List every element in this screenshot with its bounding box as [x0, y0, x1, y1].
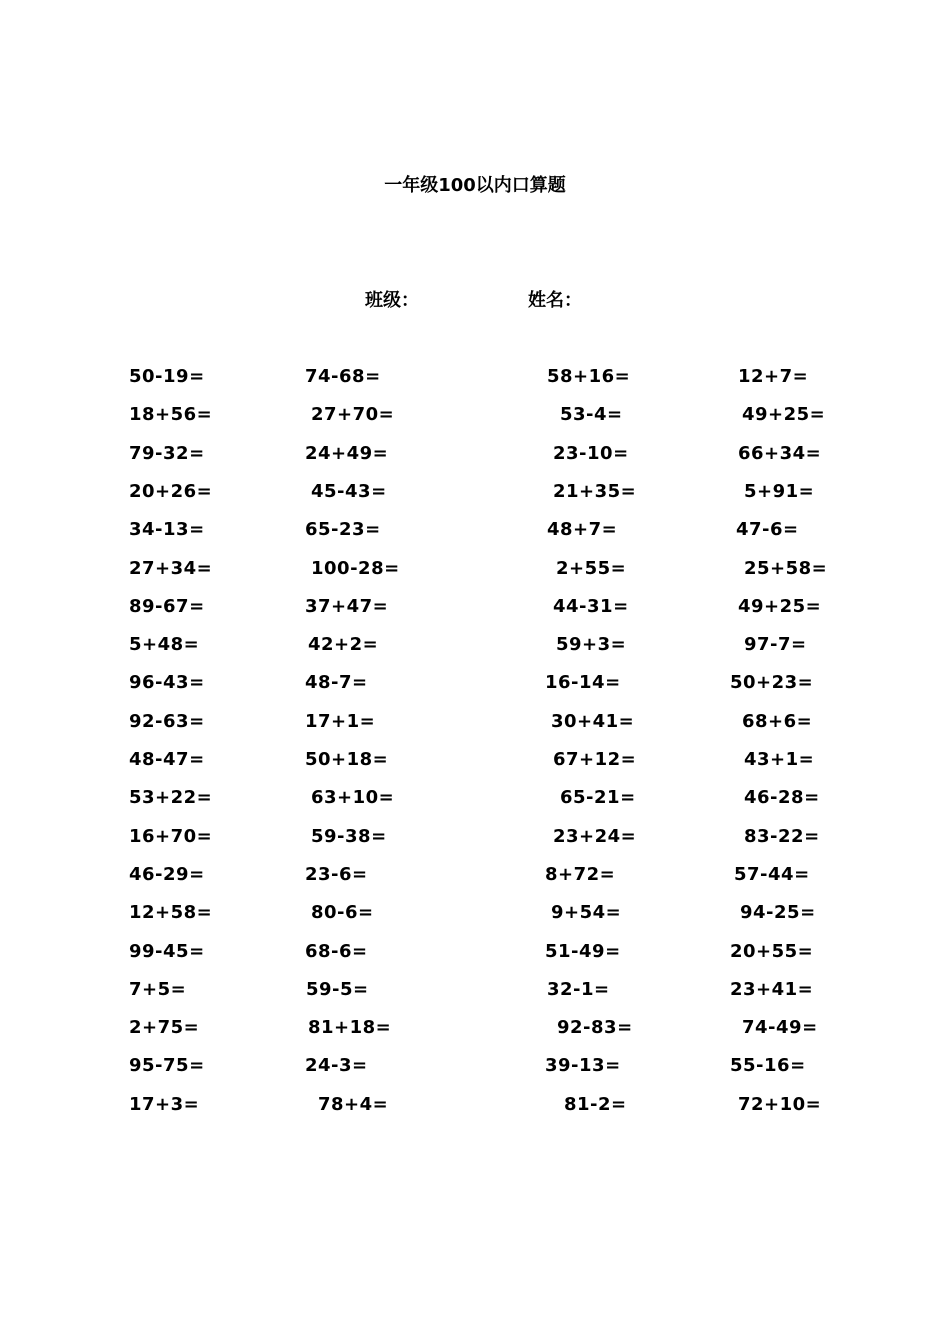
problem-r3-c3: 23-10=: [553, 443, 629, 464]
problem-r12-c2: 63+10=: [311, 787, 395, 808]
problem-r17-c2: 59-5=: [306, 979, 369, 1000]
problem-r12-c4: 46-28=: [744, 787, 820, 808]
problem-r2-c3: 53-4=: [560, 404, 623, 425]
problem-r11-c4: 43+1=: [744, 749, 815, 770]
problem-r1-c1: 50-19=: [129, 366, 205, 387]
problem-r2-c1: 18+56=: [129, 404, 213, 425]
problem-r15-c3: 9+54=: [551, 902, 622, 923]
problem-r17-c3: 32-1=: [547, 979, 610, 1000]
problem-r4-c2: 45-43=: [311, 481, 387, 502]
problem-r7-c4: 49+25=: [738, 596, 822, 617]
problem-r16-c3: 51-49=: [545, 941, 621, 962]
problem-r5-c2: 65-23=: [305, 519, 381, 540]
problem-r3-c2: 24+49=: [305, 443, 389, 464]
problem-r19-c3: 39-13=: [545, 1055, 621, 1076]
problem-r17-c4: 23+41=: [730, 979, 814, 1000]
problem-r10-c4: 68+6=: [742, 711, 813, 732]
problem-r20-c4: 72+10=: [738, 1094, 822, 1115]
problem-r4-c3: 21+35=: [553, 481, 637, 502]
problem-r18-c1: 2+75=: [129, 1017, 200, 1038]
problem-r6-c1: 27+34=: [129, 558, 213, 579]
problem-r14-c3: 8+72=: [545, 864, 616, 885]
problem-r13-c2: 59-38=: [311, 826, 387, 847]
problem-r7-c1: 89-67=: [129, 596, 205, 617]
problem-r7-c3: 44-31=: [553, 596, 629, 617]
problem-r5-c4: 47-6=: [736, 519, 799, 540]
problem-r6-c4: 25+58=: [744, 558, 828, 579]
problem-r5-c1: 34-13=: [129, 519, 205, 540]
problem-r8-c4: 97-7=: [744, 634, 807, 655]
worksheet-title: 一年级100以内口算题: [384, 175, 566, 196]
problem-r18-c4: 74-49=: [742, 1017, 818, 1038]
problem-r17-c1: 7+5=: [129, 979, 187, 1000]
problem-r3-c4: 66+34=: [738, 443, 822, 464]
problem-r9-c4: 50+23=: [730, 672, 814, 693]
problem-r16-c1: 99-45=: [129, 941, 205, 962]
problem-r14-c1: 46-29=: [129, 864, 205, 885]
problem-r14-c2: 23-6=: [305, 864, 368, 885]
problem-r12-c3: 65-21=: [560, 787, 636, 808]
problem-r15-c2: 80-6=: [311, 902, 374, 923]
problem-r8-c1: 5+48=: [129, 634, 200, 655]
name-label: 姓名：: [528, 290, 582, 311]
problem-r2-c2: 27+70=: [311, 404, 395, 425]
problem-r10-c2: 17+1=: [305, 711, 376, 732]
problem-r9-c3: 16-14=: [545, 672, 621, 693]
problem-r11-c2: 50+18=: [305, 749, 389, 770]
problem-r15-c1: 12+58=: [129, 902, 213, 923]
problem-r5-c3: 48+7=: [547, 519, 618, 540]
problem-r13-c3: 23+24=: [553, 826, 637, 847]
problem-r13-c4: 83-22=: [744, 826, 820, 847]
problem-r1-c4: 12+7=: [738, 366, 809, 387]
problem-r6-c2: 100-28=: [311, 558, 400, 579]
problem-r20-c3: 81-2=: [564, 1094, 627, 1115]
problem-r19-c1: 95-75=: [129, 1055, 205, 1076]
problem-r6-c3: 2+55=: [556, 558, 627, 579]
problem-r15-c4: 94-25=: [740, 902, 816, 923]
problem-r10-c1: 92-63=: [129, 711, 205, 732]
problem-r16-c2: 68-6=: [305, 941, 368, 962]
problem-r10-c3: 30+41=: [551, 711, 635, 732]
problem-r9-c2: 48-7=: [305, 672, 368, 693]
problem-r11-c3: 67+12=: [553, 749, 637, 770]
problem-r18-c3: 92-83=: [557, 1017, 633, 1038]
problem-r1-c3: 58+16=: [547, 366, 631, 387]
problem-r4-c4: 5+91=: [744, 481, 815, 502]
problem-r8-c3: 59+3=: [556, 634, 627, 655]
problem-r7-c2: 37+47=: [305, 596, 389, 617]
problem-r16-c4: 20+55=: [730, 941, 814, 962]
problem-r9-c1: 96-43=: [129, 672, 205, 693]
problem-r8-c2: 42+2=: [308, 634, 379, 655]
problem-r13-c1: 16+70=: [129, 826, 213, 847]
problem-r19-c2: 24-3=: [305, 1055, 368, 1076]
problem-r20-c1: 17+3=: [129, 1094, 200, 1115]
problem-r19-c4: 55-16=: [730, 1055, 806, 1076]
problem-r1-c2: 74-68=: [305, 366, 381, 387]
problem-r2-c4: 49+25=: [742, 404, 826, 425]
problem-r20-c2: 78+4=: [318, 1094, 389, 1115]
problem-r18-c2: 81+18=: [308, 1017, 392, 1038]
problem-r3-c1: 79-32=: [129, 443, 205, 464]
problem-r12-c1: 53+22=: [129, 787, 213, 808]
problem-r4-c1: 20+26=: [129, 481, 213, 502]
problem-r11-c1: 48-47=: [129, 749, 205, 770]
problem-r14-c4: 57-44=: [734, 864, 810, 885]
class-label: 班级：: [365, 290, 419, 311]
